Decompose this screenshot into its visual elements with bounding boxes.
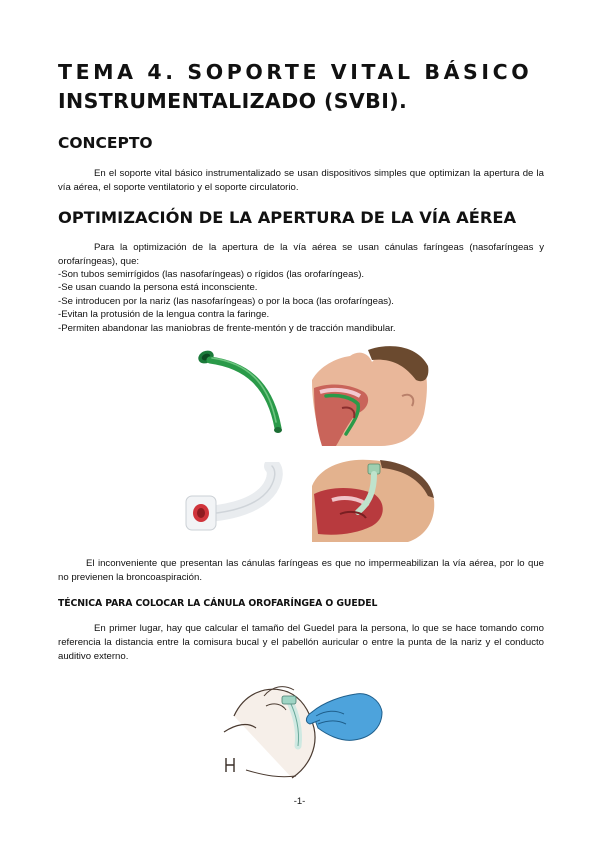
bullet-item: -Se introducen por la nariz (las nasofaríngeas) o por la boca (las orofaríngeas). xyxy=(58,295,394,307)
guedel-cannula-image xyxy=(180,462,286,536)
bullet-item: -Permiten abandonar las maniobras de frente-mentón y de tracción mandibular. xyxy=(58,322,396,334)
tecnica-heading: TÉCNICA PARA COLOCAR LA CÁNULA OROFARÍNGEA O GUEDEL xyxy=(58,598,378,609)
document-title xyxy=(58,58,544,116)
guedel-insertion-illustration xyxy=(206,672,386,784)
title-line-2: INSTRUMENTALIZADO (SVBI). xyxy=(58,89,408,113)
optimizacion-heading: OPTIMIZACIÓN DE LA APERTURA DE LA VÍA AÉREA xyxy=(58,208,517,227)
nasal-insertion-illustration xyxy=(306,344,430,448)
tecnica-paragraph: En primer lugar, hay que calcular el tamaño del Guedel para la persona, lo que se hace tomando como referencia la distancia entre la comisura bucal y el pabellón auricular o entre la punta de la nariz y el conducto auditivo externo. xyxy=(58,623,544,663)
bullet-item: -Evitan la protusión de la lengua contra la faringe. xyxy=(58,309,270,321)
title-line-1: TEMA 4. SOPORTE VITAL BÁSICO xyxy=(58,60,533,84)
page-number: -1- xyxy=(293,796,306,807)
bullet-item: -Son tubos semirrígidos (las nasofaríngeas) o rígidos (las orofaríngeas). xyxy=(58,269,365,280)
concepto-paragraph: En el soporte vital básico instrumentalizado se usan dispositivos simples que optimizan la apertura de la vía aérea, el soporte ventilatorio y el soporte circulatorio. xyxy=(58,168,544,193)
concepto-heading: CONCEPTO xyxy=(58,134,153,152)
oral-insertion-illustration xyxy=(310,456,436,542)
inconveniente-paragraph: El inconveniente que presentan las cánulas faríngeas es que no impermeabilizan la vía aérea, por lo que no previenen la broncoaspiración. xyxy=(58,558,544,583)
nasopharyngeal-cannula-image xyxy=(192,340,292,440)
optimizacion-intro: Para la optimización de la apertura de la vía aérea se usan cánulas faríngeas (nasofaríngeas y orofaríngeas), que: xyxy=(58,242,544,267)
bullet-item: -Se usan cuando la persona está inconsciente. xyxy=(58,282,258,294)
bullet-list xyxy=(58,268,544,335)
